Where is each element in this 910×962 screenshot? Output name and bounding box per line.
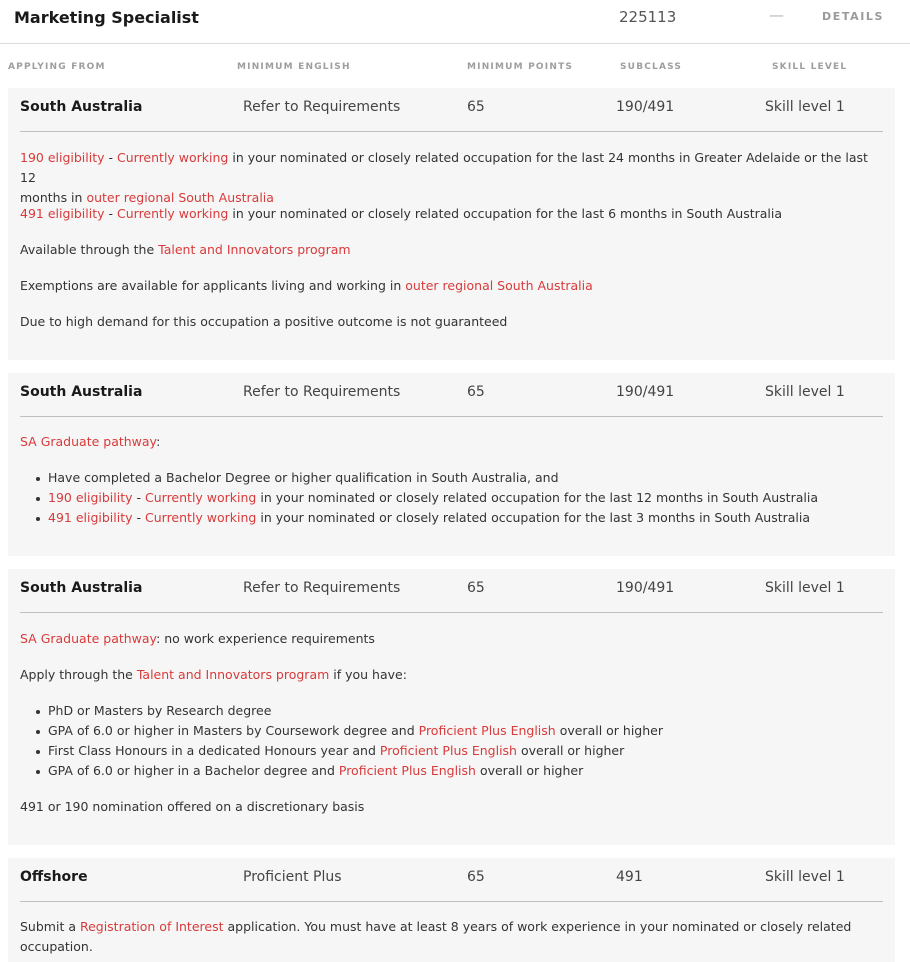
- eligibility-190-link[interactable]: 190 eligibility: [48, 490, 133, 505]
- skill-level: Skill level 1: [765, 384, 845, 400]
- minimum-points: 65: [467, 869, 485, 885]
- eligibility-491-link[interactable]: 491 eligibility: [48, 510, 133, 525]
- applying-from: South Australia: [20, 580, 143, 596]
- graduate-pathway-intro: [20, 432, 883, 452]
- graduate-pathway-intro: [20, 629, 883, 649]
- list-item-text: overall or higher: [475, 763, 584, 778]
- list-item-text: Have completed a Bachelor Degree or higher qualification in South Australia, and: [48, 470, 559, 485]
- minimum-english: Proficient Plus: [243, 869, 342, 885]
- talent-innovators-link[interactable]: Talent and Innovators program: [136, 667, 330, 682]
- skill-level: Skill level 1: [765, 99, 845, 115]
- talent-program-paragraph: [20, 240, 883, 260]
- separator: -: [104, 150, 117, 165]
- list-item-text: First Class Honours in a dedicated Honours year and: [48, 743, 380, 758]
- list-item: [48, 761, 883, 781]
- currently-working-link[interactable]: Currently working: [117, 150, 229, 165]
- paragraph-text: months in: [20, 190, 87, 205]
- currently-working-link[interactable]: Currently working: [145, 490, 257, 505]
- paragraph-text: application. You must have at least 8 years of work experience in your nominated or closely related: [223, 919, 852, 934]
- list-item: [48, 721, 883, 741]
- skill-level: Skill level 1: [765, 580, 845, 596]
- minimum-english: Refer to Requirements: [243, 580, 401, 596]
- paragraph-text: in your nominated or closely related occupation for the last 24 months in Greater Adelaide or the last 12: [20, 150, 868, 185]
- applying-from: Offshore: [20, 869, 88, 885]
- paragraph-text: Submit a: [20, 919, 80, 934]
- col-minimum-english: MINIMUM ENGLISH: [237, 62, 351, 72]
- paragraph-text: 491 or 190 nomination offered on a discretionary basis: [20, 799, 365, 814]
- separator: -: [132, 490, 145, 505]
- paragraph-text: if you have:: [329, 667, 407, 682]
- list-item: [48, 508, 883, 528]
- requirement-card: [8, 88, 895, 360]
- col-applying-from: APPLYING FROM: [8, 62, 106, 72]
- list-item-text: in your nominated or closely related occupation for the last 12 months in South Australia: [256, 490, 818, 505]
- apply-paragraph: [20, 665, 883, 685]
- proficient-plus-english-link[interactable]: Proficient Plus English: [379, 743, 517, 758]
- list-item-text: overall or higher: [555, 723, 663, 738]
- col-subclass: SUBCLASS: [620, 62, 683, 72]
- col-minimum-points: MINIMUM POINTS: [467, 62, 574, 72]
- minimum-english: Refer to Requirements: [243, 384, 401, 400]
- registration-of-interest-link[interactable]: Registration of Interest: [79, 919, 224, 934]
- requirement-card: [8, 569, 895, 845]
- col-skill-level: SKILL LEVEL: [772, 62, 848, 72]
- list-item: [48, 468, 883, 488]
- minimum-points: 65: [467, 580, 485, 596]
- paragraph-text: Available through the: [20, 242, 159, 257]
- eligibility-491-paragraph: [20, 204, 883, 224]
- eligibility-190-paragraph: [20, 148, 883, 208]
- anzsco-code: 225113: [619, 8, 677, 26]
- list-item-text: GPA of 6.0 or higher in Masters by Coursework degree and: [48, 723, 419, 738]
- list-item: [48, 741, 883, 761]
- talent-innovators-link[interactable]: Talent and Innovators program: [158, 242, 351, 257]
- list-item-text: in your nominated or closely related occupation for the last 3 months in South Australia: [256, 510, 811, 525]
- outer-regional-link[interactable]: outer regional South Australia: [405, 278, 593, 293]
- card-summary-row: [20, 858, 883, 902]
- sa-graduate-pathway-link[interactable]: SA Graduate pathway: [20, 434, 157, 449]
- paragraph-text: occupation.: [20, 939, 93, 954]
- currently-working-link[interactable]: Currently working: [117, 206, 229, 221]
- paragraph-text: :: [156, 434, 161, 449]
- separator: -: [104, 206, 117, 221]
- sa-graduate-pathway-link[interactable]: SA Graduate pathway: [20, 631, 157, 646]
- requirement-card: [8, 858, 895, 962]
- applying-from: South Australia: [20, 384, 143, 400]
- requirement-card: [8, 373, 895, 556]
- subclass: 190/491: [616, 580, 675, 596]
- list-item: [48, 488, 883, 508]
- eligibility-491-link[interactable]: 491 eligibility: [20, 206, 105, 221]
- list-item-text: PhD or Masters by Research degree: [48, 703, 272, 718]
- subclass: 491: [616, 869, 643, 885]
- paragraph-text: Exemptions are available for applicants living and working in: [20, 278, 406, 293]
- eligibility-190-link[interactable]: 190 eligibility: [20, 150, 105, 165]
- separator: -: [132, 510, 145, 525]
- minimum-points: 65: [467, 99, 485, 115]
- list-item: [48, 701, 883, 721]
- outer-regional-link[interactable]: outer regional South Australia: [86, 190, 274, 205]
- currently-working-link[interactable]: Currently working: [145, 510, 257, 525]
- skill-level: Skill level 1: [765, 869, 845, 885]
- demand-paragraph: [20, 312, 883, 332]
- subclass: 190/491: [616, 99, 675, 115]
- paragraph-text: Apply through the: [20, 667, 137, 682]
- minimum-english: Refer to Requirements: [243, 99, 401, 115]
- paragraph-text: in your nominated or closely related occupation for the last 6 months in South Australia: [228, 206, 783, 221]
- offshore-paragraph: [20, 917, 883, 957]
- details-toggle[interactable]: DETAILS: [822, 10, 885, 23]
- paragraph-text: : no work experience requirements: [156, 631, 375, 646]
- applying-from: South Australia: [20, 99, 143, 115]
- collapse-dash-icon[interactable]: —: [769, 6, 784, 24]
- occupation-title: Marketing Specialist: [14, 8, 199, 27]
- subclass: 190/491: [616, 384, 675, 400]
- proficient-plus-english-link[interactable]: Proficient Plus English: [418, 723, 556, 738]
- minimum-points: 65: [467, 384, 485, 400]
- card-summary-row: [20, 569, 883, 613]
- exemptions-paragraph: [20, 276, 883, 296]
- occupation-header[interactable]: [0, 0, 910, 44]
- discretionary-paragraph: [20, 797, 883, 817]
- list-item-text: overall or higher: [516, 743, 625, 758]
- proficient-plus-english-link[interactable]: Proficient Plus English: [338, 763, 476, 778]
- card-summary-row: [20, 88, 883, 132]
- paragraph-text: Due to high demand for this occupation a positive outcome is not guaranteed: [20, 314, 508, 329]
- card-summary-row: [20, 373, 883, 417]
- list-item-text: GPA of 6.0 or higher in a Bachelor degree and: [48, 763, 339, 778]
